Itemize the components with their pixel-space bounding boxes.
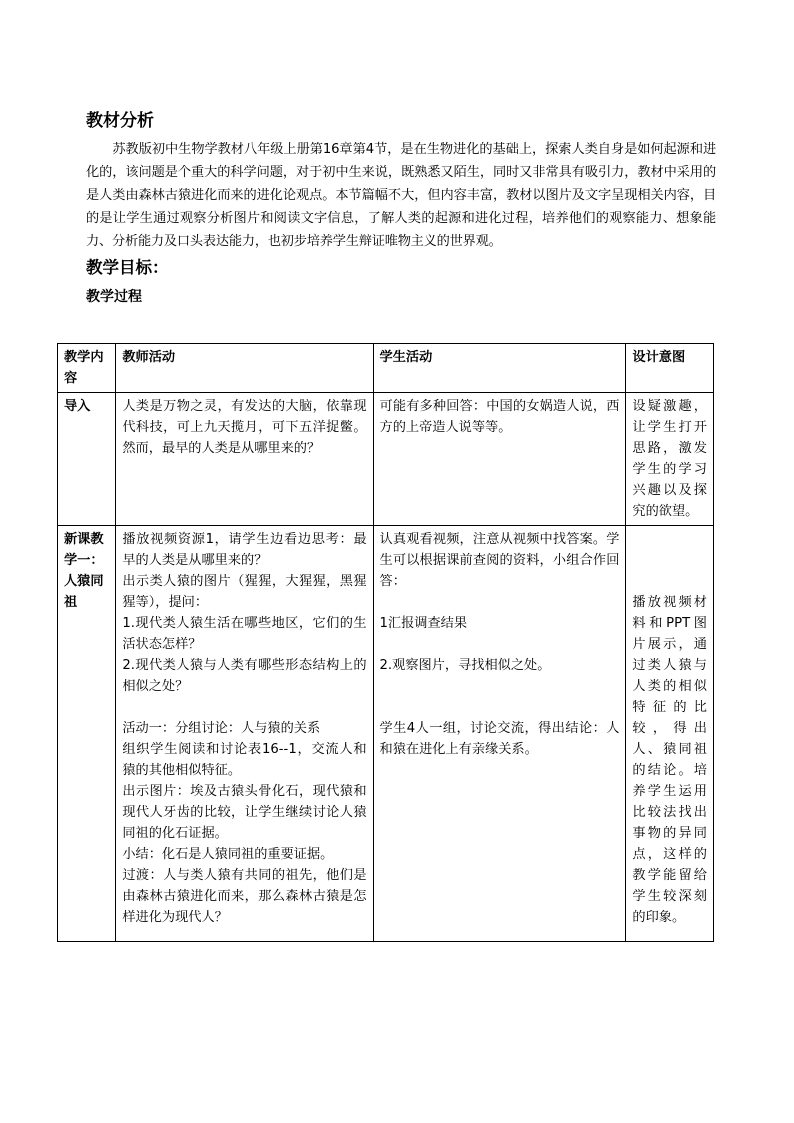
analysis-heading: 教材分析 [86,111,154,131]
header-teacher: 教师活动 [116,344,373,393]
table-row-new-lesson [58,526,714,942]
cell-intent [626,526,714,942]
teacher-line: 出示类人猿的图片（猩猩，大猩猩，黑猩猩等），提问： [122,574,367,610]
teacher-line: 出示图片：埃及古猿头骨化石，现代猿和现代人牙齿的比较，让学生继续讨论人猿同祖的化石证据。 [122,784,367,841]
cell-student [373,526,626,942]
cell-teacher: 人类是万物之灵，有发达的大脑，依靠现代科技，可上九天揽月，可下五洋捉鳖。 然而，最早的人类是从哪里来的？ [116,393,373,526]
teacher-line: 活动一：分组讨论：人与猿的关系 [122,721,321,736]
header-student: 学生活动 [373,344,626,393]
intent-text: 播放视频材料和PPT图片展示，通过类人猿与人类的相似特征的比较，得出人、猿同祖的结论。培养学生运用比较法找出事物的异同点，这样的教学能留给学生较深刻的印象。 [632,595,707,925]
student-line: 1汇报调查结果 [379,616,468,631]
analysis-paragraph: 苏教版初中生物学教材八年级上册第16章第4节，是在生物进化的基础上，探索人类自身是如何起源和进化的，该问题是个重大的科学问题，对于初中生来说，既熟悉又陌生，同时又非常具有吸引力，教材中采用的是人类由森林古猿进化而来的进化论观点。本节篇幅不大，但内容丰富，教材以图片及文字呈现相关内容，目的是让学生通过观察分析图片和阅读文字信息，了解人类的起源和进化过程，培养他们的观察能力、想象能力、分析能力及口头表达能力，也初步培养学生辩证唯物主义的世界观。 [86,142,716,249]
table-row-intro [58,393,714,526]
teacher-line: 播放视频资源1，请学生边看边思考：最早的人类是从哪里来的？ [122,532,367,568]
teacher-line: 2.现代类人猿与人类有哪些形态结构上的相似之处？ [122,658,367,694]
cell-content: 导入 [58,393,116,526]
cell-intent: 设疑激趣，让学生打开思路，激发学生的学习兴趣以及探究的欲望。 [626,393,714,526]
teacher-line: 1.现代类人猿生活在哪些地区，它们的生活状态怎样？ [122,616,367,652]
header-intent: 设计意图 [626,344,714,393]
cell-content: 新课教学一：人猿同祖 [58,526,116,942]
lesson-table [57,343,714,942]
goals-heading: 教学目标： [86,258,169,277]
teacher-line: 过渡：人与类人猿有共同的祖先，他们是由森林古猿进化而来，那么森林古猿是怎样进化为现代人？ [122,868,367,925]
teacher-line: 小结：化石是人猿同祖的重要证据。 [122,847,334,862]
process-heading: 教学过程 [86,289,142,305]
cell-student: 可能有多种回答：中国的女娲造人说，西方的上帝造人说等等。 [373,393,626,526]
cell-teacher [116,526,373,942]
table-header-row [58,344,714,393]
student-line: 认真观看视频，注意从视频中找答案。学生可以根据课前查阅的资料，小组合作回答： [379,532,620,589]
student-line: 学生4人一组，讨论交流，得出结论：人和猿在进化上有亲缘关系。 [379,721,620,757]
header-content: 教学内容 [58,344,116,393]
teacher-line: 组织学生阅读和讨论表16--1，交流人和猿的其他相似特征。 [122,742,367,778]
student-line: 2.观察图片，寻找相似之处。 [379,658,551,673]
